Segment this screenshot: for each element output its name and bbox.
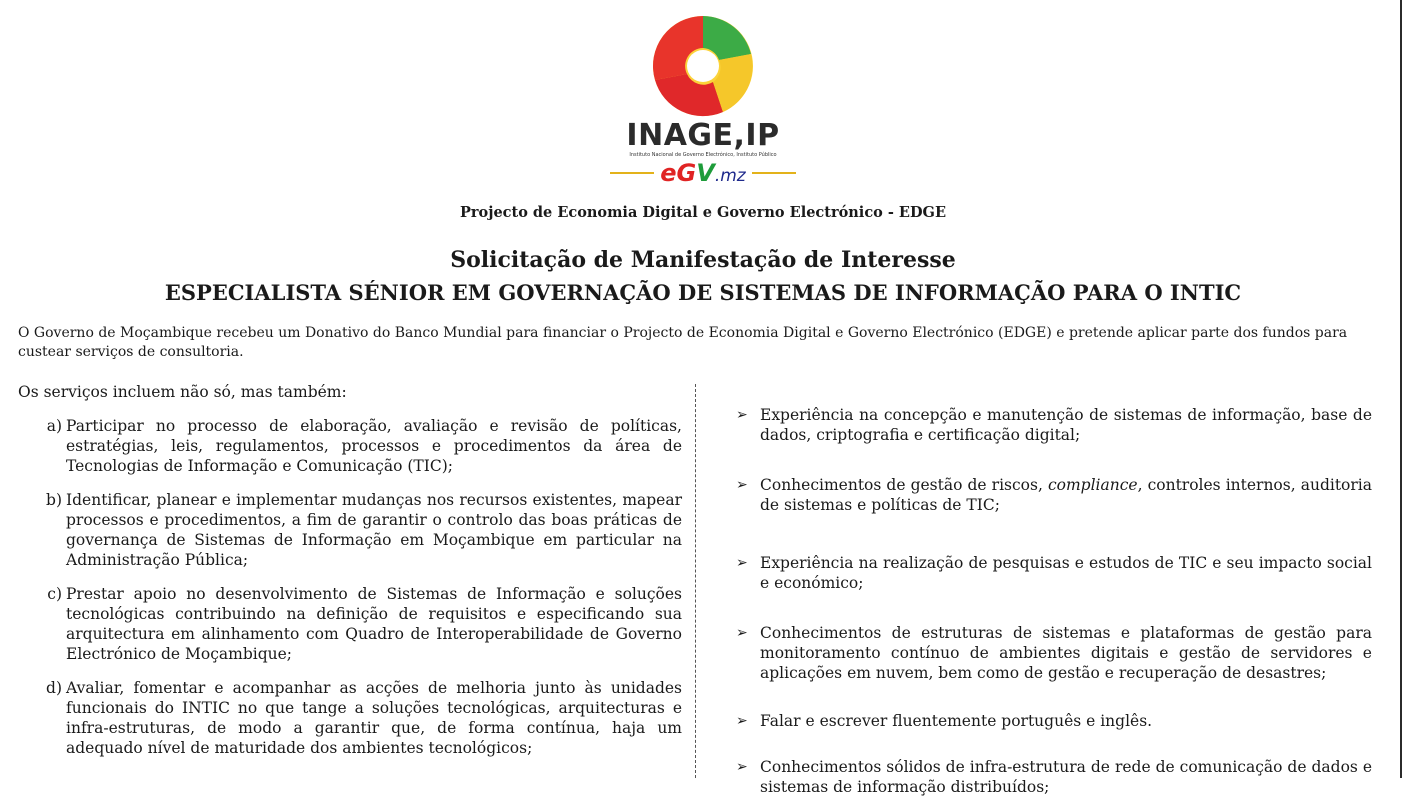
column-divider [695, 384, 696, 778]
services-heading: Os serviços incluem não só, mas também: [18, 383, 347, 401]
requirements-column [736, 405, 1372, 797]
service-item: b) Identificar, planear e implementar mudanças nos recursos existentes, mapear processos e procedimentos, a fim de garantir o controlo das boas práticas de governança de Sistemas de Informação em Moçambique em particular na Administração Pública; [46, 491, 682, 569]
service-item: c) Prestar apoio no desenvolvimento de Sistemas de Informação e soluções tecnológicas contribuindo na definição de requisitos e especificando sua arquitectura em alinhamento com Quadro de Interoperabilidade de Governo Electrónico de Moçambique; [47, 585, 682, 663]
requirement-item: ➢ Conhecimentos de gestão de riscos, compliance, controles internos, auditoria de sistemas e políticas de TIC; [736, 476, 1372, 514]
logo-subtitle: Instituto Nacional de Governo Electrónico, Instituto Público [629, 152, 777, 158]
service-item: d) Avaliar, fomentar e acompanhar as acções de melhoria junto às unidades funcionais do INTIC no que tange a soluções tecnológicas, arquitecturas e infra-estruturas, de modo a garantir que, de forma contínua, haja um adequado nível de maturidade dos ambientes tecnológicos; [46, 679, 682, 757]
services-column [18, 382, 682, 772]
requirement-item: ➢ Conhecimentos sólidos de infra-estrutura de rede de comunicação de dados e sistemas de informação distribuídos; [736, 758, 1372, 796]
arrow-bullet-icon: ➢ [736, 713, 748, 729]
egov-line-right [752, 172, 796, 174]
requirement-item: ➢ Experiência na realização de pesquisas e estudos de TIC e seu impacto social e económico; [736, 554, 1372, 592]
document-title: Solicitação de Manifestação de Interesse [450, 247, 956, 273]
arrow-bullet-icon: ➢ [736, 407, 748, 423]
intro-paragraph: O Governo de Moçambique recebeu um Donativo do Banco Mundial para financiar o Projecto de Economia Digital e Governo Electrónico (EDGE) e pretende aplicar parte dos fundos para custear serviços de consultoria. [18, 325, 1348, 360]
egov-logo [0, 159, 1406, 187]
egov-line-left [610, 172, 654, 174]
requirement-item: ➢ Conhecimentos de estruturas de sistemas e plataformas de gestão para monitoramento contínuo de ambientes digitais e gestão de servidores e aplicações em nuvem, bem como de gestão e recuperação de desastres; [736, 624, 1372, 682]
arrow-bullet-icon: ➢ [736, 625, 748, 641]
arrow-bullet-icon: ➢ [736, 477, 748, 493]
arrow-bullet-icon: ➢ [736, 759, 748, 775]
logo-title: INAGE,IP [626, 118, 780, 153]
service-item: a) Participar no processo de elaboração, avaliação e revisão de políticas, estratégias, leis, regulamentos, processos e procedimentos da área de Tecnologias de Informação e Comunicação (TIC); [46, 417, 682, 475]
inage-logo [0, 10, 1406, 187]
requirement-item: ➢ Experiência na concepção e manutenção de sistemas de informação, base de dados, criptografia e certificação digital; [736, 406, 1372, 444]
egov-wordmark: eGV.mz [660, 159, 746, 187]
project-title: Projecto de Economia Digital e Governo Electrónico - EDGE [459, 204, 946, 221]
arrow-bullet-icon: ➢ [736, 555, 748, 571]
inage-ring-icon [647, 10, 759, 122]
position-title: ESPECIALISTA SÉNIOR EM GOVERNAÇÃO DE SISTEMAS DE INFORMAÇÃO PARA O INTIC [164, 280, 1242, 305]
requirement-item: ➢ Falar e escrever fluentemente português e inglês. [736, 712, 1153, 730]
